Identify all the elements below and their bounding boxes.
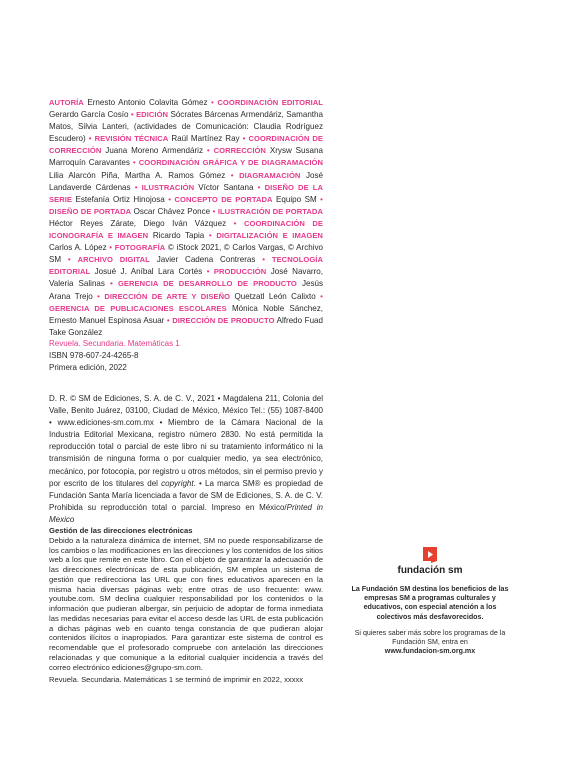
credit-name: Juana Moreno Armendáriz xyxy=(105,146,203,156)
credit-separator-bullet: • xyxy=(92,291,105,301)
fundacion-url-link[interactable]: www.fundacion-sm.org.mx xyxy=(384,647,476,656)
credit-name: Jesús Arana Trejo xyxy=(49,279,323,301)
credit-role: COORDINACIÓN DE CORRECCIÓN xyxy=(49,134,323,156)
credit-name: Alfredo Fuad Take González xyxy=(49,315,323,337)
credit-name: Javier Cadena Contreras xyxy=(156,255,256,265)
credit-role: CONCEPTO DE PORTADA xyxy=(174,194,273,204)
credit-role: ARCHIVO DIGITAL xyxy=(77,255,150,265)
credit-role: GERENCIA DE PUBLICACIONES ESCOLARES xyxy=(49,303,227,313)
credit-name: Estefanía Ortiz Hinojosa xyxy=(75,194,165,204)
credit-name: Carlos A. López xyxy=(49,243,107,253)
credit-role: ILUSTRACIÓN DE PORTADA xyxy=(217,206,323,216)
credit-separator-bullet: • xyxy=(255,255,272,265)
credit-name: Xrysw Susana Marroquín Caravantes xyxy=(49,146,323,168)
credit-name: Josué J. Aníbal Lara Cortés xyxy=(94,267,203,277)
credit-role: GERENCIA DE DESARROLLO DE PRODUCTO xyxy=(117,279,297,289)
credit-role: DISEÑO DE LA SERIE xyxy=(49,182,323,204)
credit-name: Héctor Reyes Zárate, Diego Iván Vázquez xyxy=(49,218,227,228)
credit-name: Raúl Martínez Ray xyxy=(171,134,240,144)
fundacion-sm-logo-text: fundación sm xyxy=(397,565,463,576)
credit-separator-bullet: • xyxy=(239,134,249,144)
credit-role: CORRECCIÓN xyxy=(213,146,266,156)
credit-separator-bullet: • xyxy=(207,98,218,107)
copyright-word: copyright xyxy=(161,478,194,488)
gestion-title: Gestión de las direcciones electrónicas xyxy=(49,526,193,535)
credit-separator-bullet: • xyxy=(315,291,323,301)
fundacion-more-text: Si quieres saber más sobre los programas de la Fundación SM, entra en xyxy=(354,628,506,647)
credit-name: Mónica Noble Sánchez, Ernesto Manuel Espinosa Asuar xyxy=(49,303,323,325)
credit-separator-bullet: • xyxy=(106,243,115,253)
fundacion-sm-logo-icon xyxy=(422,547,438,563)
book-info xyxy=(49,338,323,374)
legal-text: D. R. © SM de Ediciones, S. A. de C. V., 2021 • Magdalena 211, Colonia del Valle, Benito Juárez, 03100, Ciudad de México, México Tel.: (55) 1087-8400 • www.ediciones-sm.com.mx • Miembro de la Cámara Nacional de la Industria Editorial Mexicana, registro número 2830. No está permitida la reproducción total o parcial de este libro ni su tratamiento informático ni la transmisión de ninguna forma o por cualquier medio, ya sea electrónico, mecánico, por fotocopia, por registro u otros métodos, sin el permiso previo y por escrito de los titulares del xyxy=(49,394,323,488)
credit-role: FOTOGRAFÍA xyxy=(114,243,166,253)
credit-role: TECNOLOGÍA EDITORIAL xyxy=(49,255,323,277)
fundacion-sm-block xyxy=(350,547,510,656)
credit-name: Ricardo Tapia xyxy=(152,231,205,241)
credit-name: Lilia Alarcón Piña, Martha A. Ramos Gómez xyxy=(49,170,226,180)
credit-name: Equipo SM xyxy=(276,194,317,204)
credit-role: REVISIÓN TÉCNICA xyxy=(94,134,169,144)
credit-separator-bullet: • xyxy=(210,206,218,216)
credit-separator-bullet: • xyxy=(130,182,142,192)
book-title: Revuela. Secundaria. Matemáticas 1 xyxy=(49,339,180,348)
credit-separator-bullet: • xyxy=(128,110,137,120)
edition: Primera edición, 2022 xyxy=(49,363,127,372)
credit-separator-bullet: • xyxy=(164,315,173,325)
credit-role: COORDINACIÓN DE ICONOGRAFÍA E IMAGEN xyxy=(49,218,323,241)
credit-role: DIAGRAMACIÓN xyxy=(239,170,301,180)
credit-separator-bullet: • xyxy=(225,170,240,180)
credit-separator-bullet: • xyxy=(129,158,139,168)
credit-name: Víctor Santana xyxy=(198,182,254,192)
credit-separator-bullet: • xyxy=(202,146,214,156)
credit-separator-bullet: • xyxy=(61,255,78,265)
credit-separator-bullet: • xyxy=(104,279,118,289)
credit-name: José Navarro, Valeria Salinas xyxy=(49,267,323,289)
credit-name: Gerardo García Cosío xyxy=(49,110,129,120)
credit-separator-bullet: • xyxy=(85,134,95,144)
legal-notice xyxy=(49,393,323,526)
credit-name: Ernesto Antonio Colavita Gómez xyxy=(87,98,208,107)
credit-name: Sócrates Bárcenas Armendáriz, Samantha Matos, Silvia Lanteri, (actividades de Comunicación: Claudia Rodríguez Escudero) xyxy=(49,110,323,144)
printed-in-mexico: Printed in Mexico xyxy=(49,502,323,524)
credit-separator-bullet: • xyxy=(204,231,217,241)
printed-note: Revuela. Secundaria. Matemáticas 1 se terminó de imprimir en 2022, xxxxx xyxy=(49,675,304,684)
credit-role: DIRECCIÓN DE ARTE Y DISEÑO xyxy=(104,291,231,301)
isbn: ISBN 978-607-24-4265-8 xyxy=(49,351,139,360)
credit-name: José Landaverde Cárdenas xyxy=(49,170,323,192)
credit-separator-bullet: • xyxy=(202,267,214,277)
credit-separator-bullet: • xyxy=(226,218,244,228)
credit-role: DIGITALIZACIÓN E IMAGEN xyxy=(216,231,323,241)
credit-role: ILUSTRACIÓN xyxy=(141,182,195,192)
gestion-body: Debido a la naturaleza dinámica de internet, SM no puede responsabilizarse de los cambios o las modificaciones en las direcciones y los contenidos de los sitios web a los que remite en este libro. Con el objeto de garantizar la adecuación de las direcciones electrónicas de esta publicación, SM emplea un sistema de gestión que redirecciona las URL que con fines educativos aparecen en la misma hacia diversas páginas web; entre otras de uso frecuente: www. youtube.com. SM declina cualquier responsabilidad por los contenidos o la información que pudieran albergar, sin perjuicio de adoptar de forma inmediata las medidas necesarias para evitar el acceso desde las URL de esta publicación a dichas páginas web en cuanto tenga constancia de que pudieran alojar contenidos ilícitos o inapropiados. Para garantizar este sistema de control es recomendable que el profesorado compruebe con antelación las direcciones relacionadas y que comunique a la editorial cualquier incidencia a través del correo electrónico ediciones@grupo-sm.com. xyxy=(49,535,323,672)
credit-name: Quetzatl León Calixto xyxy=(234,291,316,301)
credit-separator-bullet: • xyxy=(316,194,323,204)
credit-role: DIRECCIÓN DE PRODUCTO xyxy=(172,315,275,325)
fundacion-more-info xyxy=(350,629,510,657)
credit-role: DISEÑO DE PORTADA xyxy=(49,206,132,216)
credit-role: AUTORÍA xyxy=(49,98,84,107)
legal-text-end: . • La marca SM® es propiedad de Fundación Santa María licenciada a favor de SM de Ediciones, S. A. de C. V. Prohibida su reproducción total o parcial. Impreso en México/ xyxy=(49,478,323,512)
credits-block xyxy=(49,97,323,339)
credit-separator-bullet: • xyxy=(253,182,265,192)
fundacion-description: La Fundación SM destina los beneficios de las empresas SM a programas culturales y educativos, con especial atención a los colectivos más desfavorecidos. xyxy=(351,585,509,621)
credit-role: PRODUCCIÓN xyxy=(213,267,267,277)
credit-name: © iStock 2021, © Carlos Vargas, © Archivo SM xyxy=(49,243,323,265)
url-management-notice xyxy=(49,526,323,672)
credit-role: COORDINACIÓN GRÁFICA Y DE DIAGRAMACIÓN xyxy=(138,158,323,168)
credit-role: EDICIÓN xyxy=(136,110,169,120)
credit-name: Oscar Chávez Ponce xyxy=(133,206,211,216)
credit-role: COORDINACIÓN EDITORIAL xyxy=(217,98,323,107)
credit-separator-bullet: • xyxy=(164,194,175,204)
